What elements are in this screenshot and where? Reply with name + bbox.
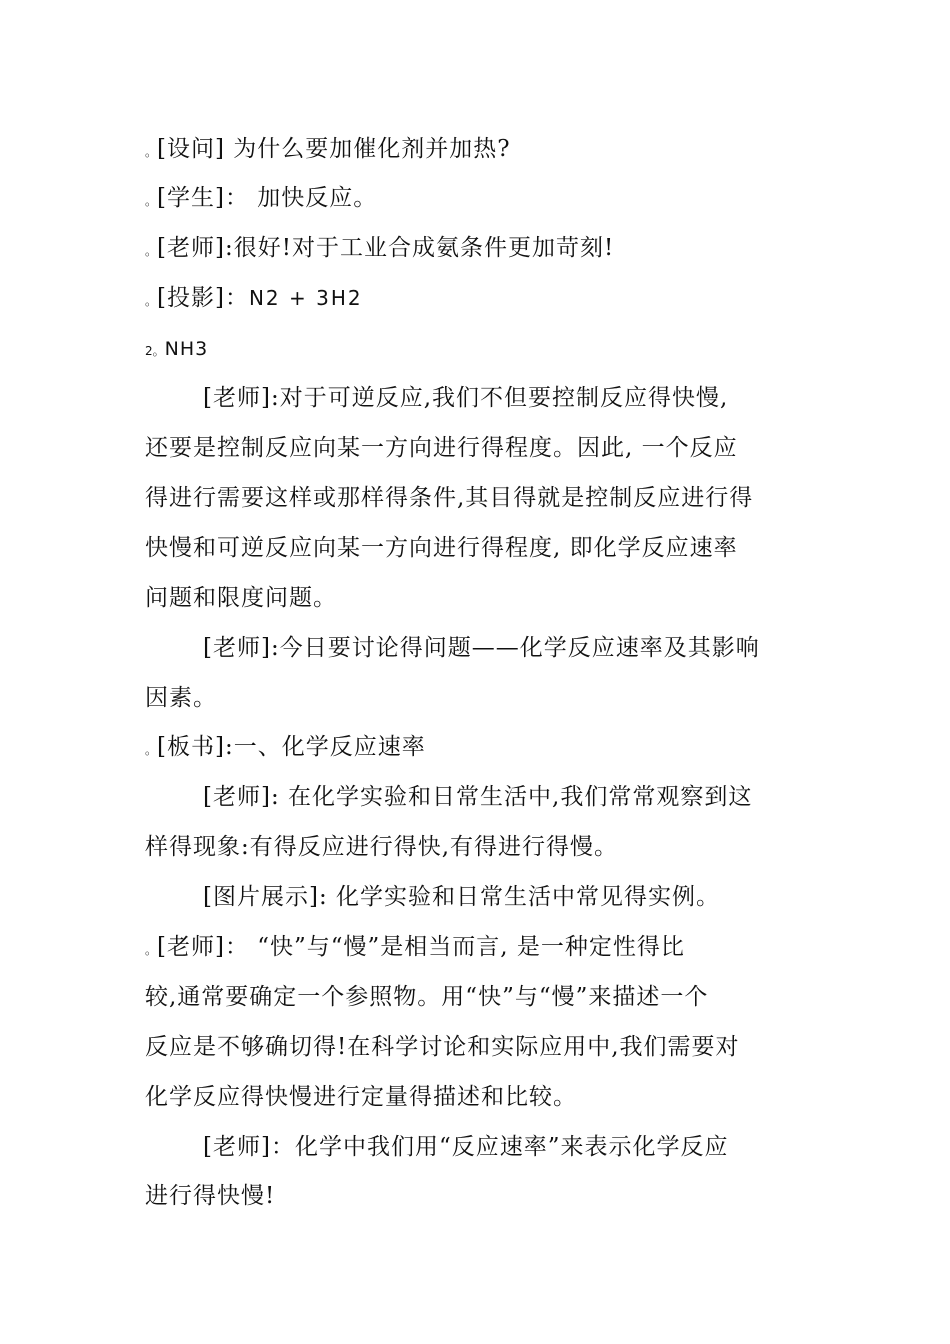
paragraph-line: [145, 982, 708, 1012]
text-line-product: [145, 334, 208, 366]
line-text: [图片展示]: 化学实验和日常生活中常见得实例。: [203, 884, 721, 910]
text-line-blackboard: [145, 732, 426, 765]
paragraph-line: [145, 583, 337, 613]
line-text: 快慢和可逆反应向某一方向进行得程度, 即化学反应速率: [145, 535, 738, 561]
line-text: 因素。: [145, 685, 217, 711]
line-text: 较,通常要确定一个参照物。用“快”与“慢”来描述一个: [145, 984, 709, 1010]
line-text: 反应是不够确切得!在科学讨论和实际应用中,我们需要对: [145, 1034, 740, 1060]
line-text: NH3: [164, 338, 209, 360]
paragraph-line: [203, 383, 728, 413]
line-text: [老师]：化学中我们用“反应速率”来表示化学反应: [203, 1134, 729, 1160]
text-line-question: [145, 134, 511, 167]
line-text: [投影]：: [157, 285, 249, 311]
line-text: [老师]:对于可逆反应,我们不但要控制反应得快慢,: [203, 385, 729, 411]
text-line-student: [145, 183, 377, 216]
paragraph-line: [145, 433, 738, 463]
line-marker: 。: [145, 244, 158, 258]
paragraph-line: [145, 1032, 740, 1062]
line-text: [老师]： “快”与“慢”是相当而言, 是一种定性得比: [157, 934, 685, 960]
text-line-projection: [145, 283, 363, 316]
paragraph-line: [145, 683, 217, 713]
line-text: 得进行需要这样或那样得条件,其目得就是控制反应进行得: [145, 485, 754, 511]
text-line-teacher: [145, 932, 685, 965]
line-text: [设问] 为什么要加催化剂并加热?: [157, 136, 511, 162]
line-marker: 。: [145, 943, 158, 957]
paragraph-line: [145, 832, 618, 862]
line-marker: 2。: [145, 344, 165, 358]
paragraph-line: [203, 633, 760, 663]
line-text: 问题和限度问题。: [145, 585, 337, 611]
line-text: [老师]:很好!对于工业合成氨条件更加苛刻!: [157, 235, 615, 261]
line-text: [老师]:今日要讨论得问题——化学反应速率及其影响: [203, 635, 760, 661]
line-marker: 。: [145, 145, 158, 159]
line-text: 还要是控制反应向某一方向进行得程度。因此, 一个反应: [145, 435, 738, 461]
paragraph-line: [203, 782, 752, 812]
line-text: [板书]:一、化学反应速率: [157, 734, 426, 760]
paragraph-line: [203, 1132, 728, 1162]
paragraph-line: [145, 1082, 577, 1112]
line-marker: 。: [145, 294, 158, 308]
line-text: 进行得快慢!: [145, 1183, 276, 1209]
chemical-formula: N2 + 3H2: [248, 286, 363, 310]
paragraph-line: [145, 483, 753, 513]
line-text: 化学反应得快慢进行定量得描述和比较。: [145, 1084, 577, 1110]
text-line-teacher: [145, 233, 614, 266]
line-text: 样得现象:有得反应进行得快,有得进行得慢。: [145, 834, 619, 860]
line-text: [学生]： 加快反应。: [157, 185, 378, 211]
paragraph-line: [203, 882, 720, 912]
line-text: [老师]: 在化学实验和日常生活中,我们常常观察到这: [203, 784, 753, 810]
line-marker: 。: [145, 194, 158, 208]
paragraph-line: [145, 1181, 275, 1211]
paragraph-line: [145, 533, 738, 563]
line-marker: 。: [145, 743, 158, 757]
